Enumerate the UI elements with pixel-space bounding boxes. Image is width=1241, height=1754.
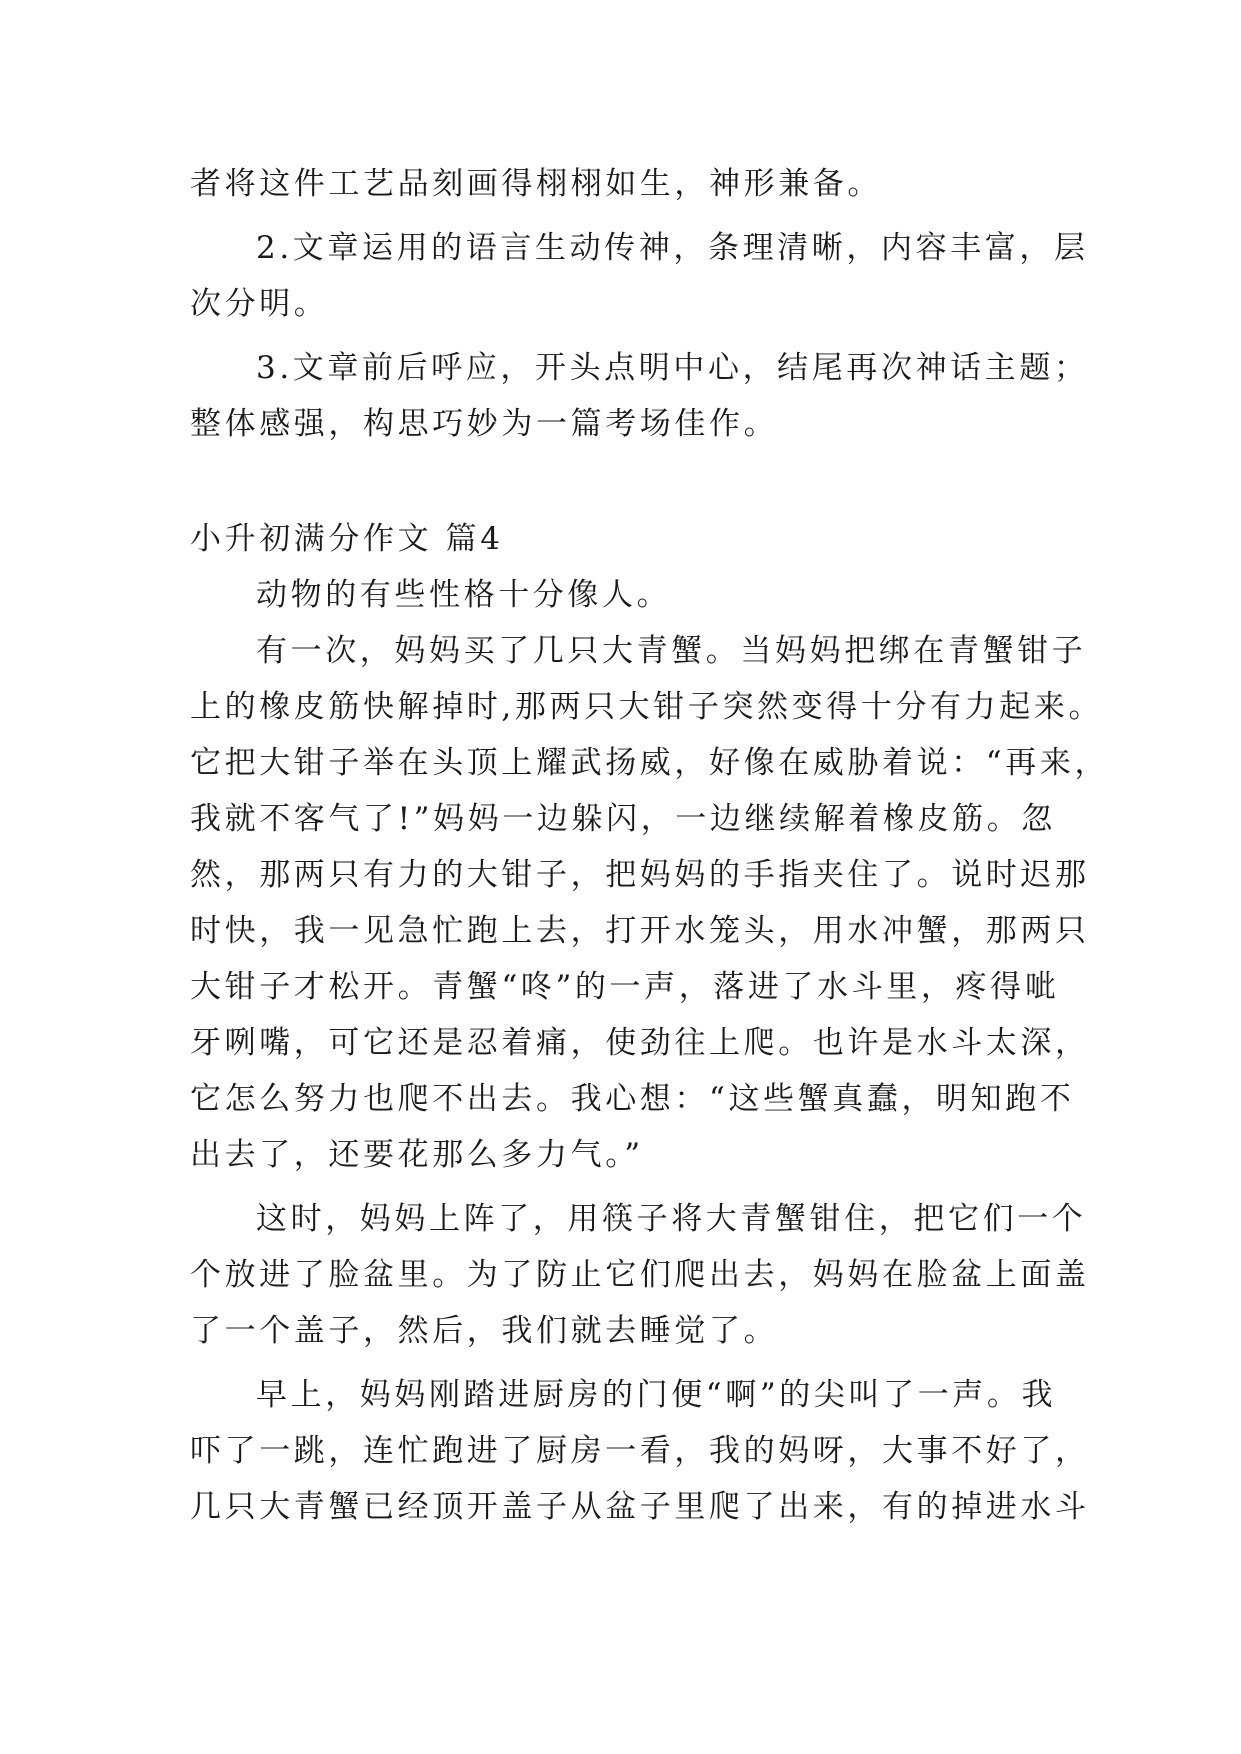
text-line: 我就不客气了!”妈妈一边躲闪，一边继续解着橡皮筋。忽: [190, 801, 1056, 837]
text-line: 上的橡皮筋快解掉时,那两只大钳子突然变得十分有力起来。: [190, 689, 1104, 725]
essay-paragraph-1: [190, 567, 1052, 623]
text-line: 这时，妈妈上阵了，用筷子将大青蟹钳住，把它们一个: [256, 1201, 1087, 1237]
text-line: 它怎么努力也爬不出去。我心想：“这些蟹真蠢，明知跑不: [190, 1081, 1075, 1117]
text-line: 早上，妈妈刚踏进厨房的门便“啊”的尖叫了一声。我: [256, 1377, 1057, 1413]
document-body: [190, 156, 1110, 1535]
text-line: 次分明。: [190, 286, 329, 322]
text-line: 3.文章前后呼应，开头点明中心，结尾再次神话主题；: [256, 350, 1089, 386]
text-line: 出去了，还要花那么多力气。”: [190, 1137, 644, 1173]
text-line: 然，那两只有力的大钳子，把妈妈的手指夹住了。说时迟那: [190, 857, 1090, 893]
text-line: 2.文章运用的语言生动传神，条理清晰，内容丰富，层: [256, 230, 1089, 266]
text-line: 几只大青蟹已经顶开盖子从盆子里爬了出来，有的掉进水斗: [190, 1489, 1090, 1525]
continuation-line: 者将这件工艺品刻画得栩栩如生，神形兼备。: [190, 166, 882, 202]
text-line: 个放进了脸盆里。为了防止它们爬出去，妈妈在脸盆上面盖: [190, 1257, 1090, 1293]
essay-paragraph-2: [190, 623, 1110, 1183]
text-line: 有一次，妈妈买了几只大青蟹。当妈妈把绑在青蟹钳子: [256, 633, 1087, 669]
text-line: 整体感强，构思巧妙为一篇考场佳作。: [190, 406, 779, 442]
text-line: 大钳子才松开。青蟹“咚”的一声，落进了水斗里，疼得呲: [190, 969, 1060, 1005]
commentary-point-2: [190, 220, 1089, 332]
text-line: 动物的有些性格十分像人。: [256, 577, 672, 613]
essay-paragraph-3: [190, 1191, 1090, 1359]
text-line: 它把大钳子举在头顶上耀武扬威，好像在威胁着说：“再来，: [190, 745, 1110, 781]
text-line: 吓了一跳，连忙跑进了厨房一看，我的妈呀，大事不好了，: [190, 1433, 1090, 1469]
text-line: 牙咧嘴，可它还是忍着痛，使劲往上爬。也许是水斗太深，: [190, 1025, 1090, 1061]
text-line: 了一个盖子，然后，我们就去睡觉了。: [190, 1313, 779, 1349]
essay-paragraph-4: [190, 1367, 1090, 1535]
commentary-point-3: [190, 340, 1089, 452]
section-heading: 小升初满分作文 篇4: [190, 521, 504, 557]
text-line: 时快，我一见急忙跑上去，打开水笼头，用水冲蟹，那两只: [190, 913, 1090, 949]
